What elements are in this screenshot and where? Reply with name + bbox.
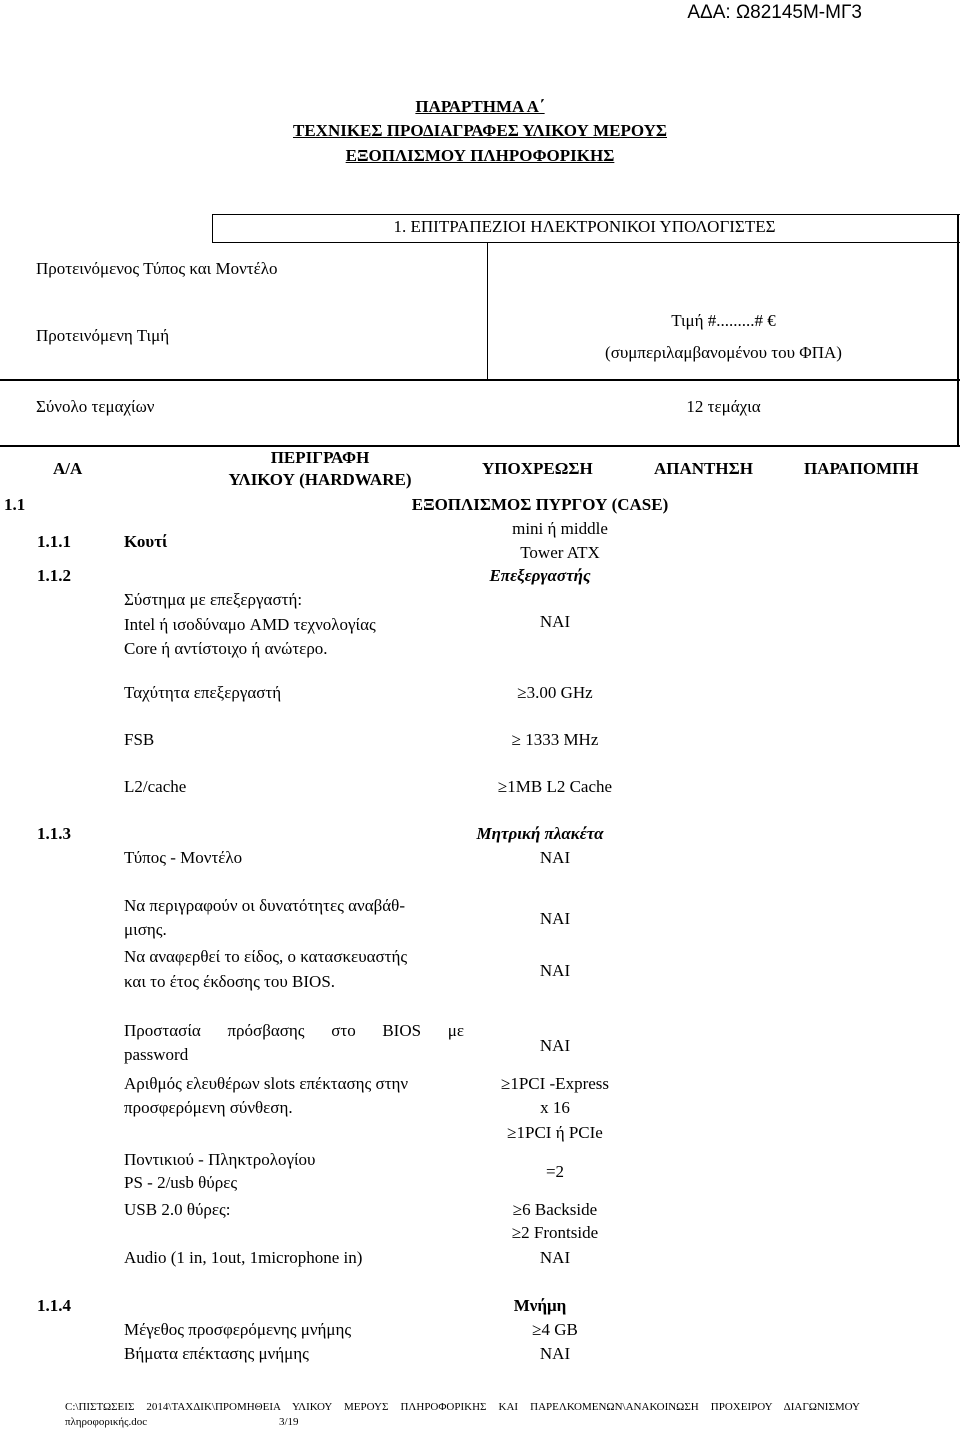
motherboard-model-requirement: ΝΑΙ <box>539 848 571 867</box>
case-label: Κουτί <box>124 532 168 551</box>
footer-file-path: C:\ΠΙΣΤΩΣΕΙΣ 2014\ΤΑΧΔΙΚ\ΠΡΟΜΗΘΕΙΑ ΥΛΙΚΟΥ ΜΕΡΟΥΣ ΠΛΗΡΟΦΟΡΙΚΗΣ ΚΑΙ ΠΑΡΕΛΚΟΜΕΝΩΝ\ΑΝΑΚΟΙΝΩΣΗ ΠΡΟΧΕΙΡΟΥ ΔΙΑΓΩΝΙΣΜΟΥ <box>65 1401 860 1413</box>
memory-steps-label: Βήματα επέκτασης μνήμης <box>124 1344 309 1363</box>
bios-text: Να αναφερθεί το είδος, ο κατασκευαστής <box>124 947 408 966</box>
memory-size-requirement: ≥4 GB <box>532 1320 578 1339</box>
proposed-price-label: Προτεινόμενη Τιμή <box>36 326 170 345</box>
col-header-answer: ΑΠΑΝΤΗΣΗ <box>654 459 753 478</box>
audio-requirement: ΝΑΙ <box>539 1248 571 1267</box>
annex-title: ΠΑΡΑΡΤΗΜΑ Α΄ <box>415 97 545 116</box>
info-table-bottom-border <box>0 445 960 447</box>
case-requirement: mini ή middle <box>512 519 608 538</box>
price-vat-note: (συμπεριλαμβανομένου του ΦΠΑ) <box>605 343 842 362</box>
cpu-spec-text: Core ή αντίστοιχο ή ανώτερο. <box>124 639 328 658</box>
upgrade-text: μισης. <box>124 920 167 939</box>
document-code: ΑΔΑ: Ω82145Μ-ΜΓ3 <box>687 2 862 23</box>
motherboard-section-title: Μητρική πλακέτα <box>476 824 604 843</box>
slots-requirement: ≥1PCI -Express <box>500 1074 610 1093</box>
total-items-label: Σύνολο τεμαχίων <box>36 397 155 416</box>
proposed-model-label: Προτεινόμενος Τύπος και Μοντέλο <box>36 259 278 278</box>
l2-cache-requirement: ≥1MB L2 Cache <box>497 777 613 796</box>
case-section-title: ΕΞΟΠΛΙΣΜΟΣ ΠΥΡΓΟΥ (CASE) <box>411 495 669 514</box>
cpu-section-title: Επεξεργαστής <box>489 566 591 585</box>
l2-cache-label: L2/cache <box>124 777 187 796</box>
footer-page-number: 3/19 <box>279 1416 299 1428</box>
ps2-text: Ποντικιού - Πληκτρολογίου <box>124 1150 316 1169</box>
section-number: 1.1.1 <box>37 532 71 551</box>
cpu-spec-text: Intel ή ισοδύναμο AMD τεχνολογίας <box>124 615 376 634</box>
info-table-top-border <box>212 214 960 215</box>
col-header-reference: ΠΑΡΑΠΟΜΠΗ <box>804 459 919 478</box>
price-value: Τιμή #.........# € <box>671 311 776 330</box>
bios-password-text: Προστασία πρόσβασης στο BIOS με <box>124 1021 464 1040</box>
section-number: 1.1 <box>4 495 26 514</box>
motherboard-model-label: Τύπος - Μοντέλο <box>124 848 243 867</box>
col-header-description-sub: ΥΛΙΚΟΥ (HARDWARE) <box>228 470 412 489</box>
fsb-requirement: ≥ 1333 MHz <box>511 730 599 749</box>
col-header-obligation: ΥΠΟΧΡΕΩΣΗ <box>482 459 593 478</box>
bios-requirement: ΝΑΙ <box>539 961 571 980</box>
info-table-right-border <box>957 214 959 445</box>
slots-requirement: x 16 <box>540 1098 570 1117</box>
info-table-column-divider <box>487 242 488 379</box>
cpu-speed-label: Ταχύτητα επεξεργαστή <box>124 683 282 702</box>
fsb-label: FSB <box>124 730 155 749</box>
case-requirement-form: Tower ATX <box>520 543 600 562</box>
col-header-description: ΠΕΡΙΓΡΑΦΗ <box>270 448 370 467</box>
total-items-value: 12 τεμάχια <box>686 397 761 416</box>
section-number: 1.1.4 <box>37 1296 71 1315</box>
col-header-aa: Α/Α <box>53 459 83 478</box>
bios-text: και το έτος έκδοσης του BIOS. <box>124 972 336 991</box>
cpu-spec-text: Σύστημα με επεξεργαστή: <box>124 590 303 609</box>
usb-requirement: ≥2 Frontside <box>511 1223 599 1242</box>
bios-password-text: password <box>124 1045 189 1064</box>
cpu-requirement: ΝΑΙ <box>539 612 571 631</box>
upgrade-text: Να περιγραφούν οι δυνατότητες αναβάθ- <box>124 896 405 915</box>
section-number: 1.1.3 <box>37 824 71 843</box>
slots-text: Αριθμός ελευθέρων slots επέκτασης στην <box>124 1074 409 1093</box>
bios-password-requirement: ΝΑΙ <box>539 1036 571 1055</box>
usb-label: USB 2.0 θύρες: <box>124 1200 231 1219</box>
info-table-section-border <box>212 242 960 243</box>
ps2-requirement: =2 <box>545 1162 565 1181</box>
memory-size-label: Μέγεθος προσφερόμενης μνήμης <box>124 1320 352 1339</box>
memory-steps-requirement: ΝΑΙ <box>539 1344 571 1363</box>
section-title: 1. ΕΠΙΤΡΑΠΕΖΙΟΙ ΗΛΕΚΤΡΟΝΙΚΟΙ ΥΠΟΛΟΓΙΣΤΕΣ <box>393 217 776 236</box>
section-number: 1.1.2 <box>37 566 71 585</box>
info-table-qty-border <box>0 379 960 381</box>
cpu-speed-requirement: ≥3.00 GHz <box>517 683 593 702</box>
equipment-title: ΕΞΟΠΛΙΣΜΟΥ ΠΛΗΡΟΦΟΡΙΚΗΣ <box>345 146 615 165</box>
audio-label: Audio (1 in, 1out, 1microphone in) <box>124 1248 363 1267</box>
footer-file-name: πληροφορικής.doc <box>65 1416 148 1428</box>
slots-requirement: ≥1PCI ή PCIe <box>507 1123 603 1142</box>
slots-text: προσφερόμενη σύνθεση. <box>124 1098 293 1117</box>
specs-title: ΤΕΧΝΙΚΕΣ ΠΡΟΔΙΑΓΡΑΦΕΣ ΥΛΙΚΟΥ ΜΕΡΟΥΣ <box>292 121 668 140</box>
ps2-text: PS - 2/usb θύρες <box>124 1173 238 1192</box>
memory-section-title: Μνήμη <box>513 1296 567 1315</box>
usb-requirement: ≥6 Backside <box>512 1200 598 1219</box>
upgrade-requirement: ΝΑΙ <box>539 909 571 928</box>
